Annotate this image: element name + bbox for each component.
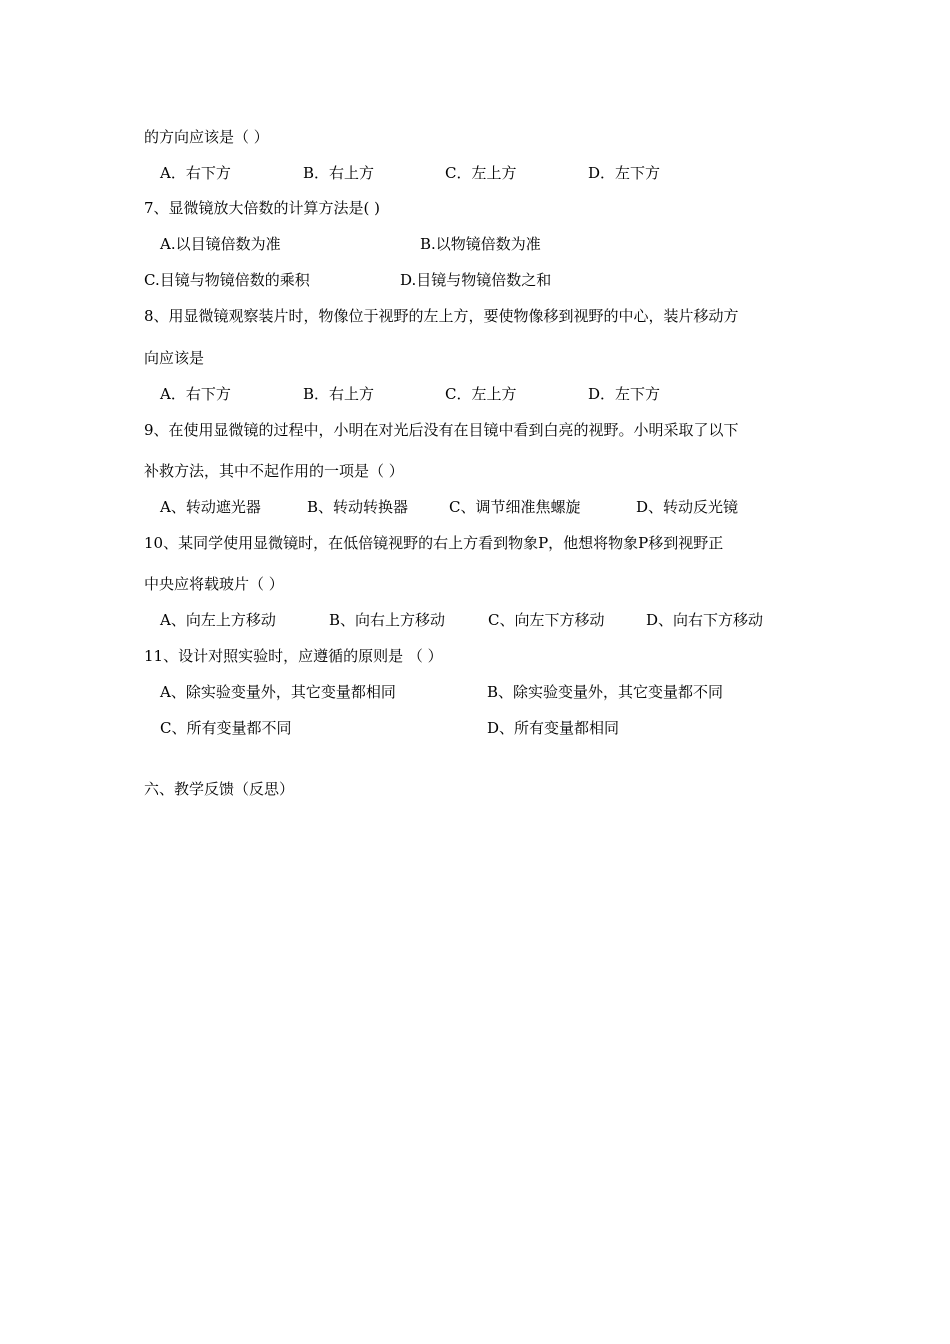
q8-option-c: C．左上方 [445, 385, 517, 403]
q11-option-b: B、除实验变量外，其它变量都不同 [487, 683, 724, 701]
q8-option-a: A．右下方 [160, 385, 231, 403]
q7-option-c: C.目镜与物镜倍数的乘积 [144, 271, 310, 289]
q11-option-d: D、所有变量都相同 [487, 719, 620, 737]
q10-option-c: C、向左下方移动 [488, 611, 605, 629]
q8-option-d: D．左下方 [588, 385, 661, 403]
q8-stem-line2: 向应该是 [144, 349, 205, 367]
q11-option-c: C、所有变量都不同 [160, 719, 292, 737]
q6-option-d: D．左下方 [588, 164, 661, 182]
q6-option-c: C．左上方 [445, 164, 517, 182]
q9-option-d: D、转动反光镜 [636, 498, 739, 516]
q9-stem-line2: 补救方法，其中不起作用的一项是（ ） [144, 462, 404, 480]
q8-stem-line1: 8、用显微镜观察装片时，物像位于视野的左上方，要使物像移到视野的中心，装片移动方 [144, 307, 739, 325]
q6-option-b: B．右上方 [303, 164, 375, 182]
q7-stem: 7、显微镜放大倍数的计算方法是( ) [144, 199, 381, 217]
q11-stem: 11、设计对照实验时，应遵循的原则是 （ ） [144, 647, 443, 665]
q9-stem-line1: 9、在使用显微镜的过程中，小明在对光后没有在目镜中看到白亮的视野。小明采取了以下 [144, 421, 739, 439]
q10-option-a: A、向左上方移动 [160, 611, 276, 629]
section-six-heading: 六、教学反馈（反思） [144, 780, 295, 798]
q11-option-a: A、除实验变量外，其它变量都相同 [160, 683, 396, 701]
q9-option-a: A、转动遮光器 [160, 498, 261, 516]
q6-stem-tail: 的方向应该是（ ） [144, 128, 269, 146]
q10-option-d: D、向右下方移动 [646, 611, 764, 629]
q10-stem-line1: 10、某同学使用显微镜时，在低倍镜视野的右上方看到物象P，他想将物象P移到视野正 [144, 534, 724, 552]
q9-option-b: B、转动转换器 [307, 498, 409, 516]
q7-option-d: D.目镜与物镜倍数之和 [400, 271, 552, 289]
q6-option-a: A．右下方 [160, 164, 231, 182]
q8-option-b: B．右上方 [303, 385, 375, 403]
q10-option-b: B、向右上方移动 [329, 611, 446, 629]
q9-option-c: C、调节细准焦螺旋 [449, 498, 581, 516]
q7-option-a: A.以目镜倍数为准 [160, 235, 281, 253]
q10-stem-line2: 中央应将载玻片（ ） [144, 575, 284, 593]
q7-option-b: B.以物镜倍数为准 [420, 235, 541, 253]
